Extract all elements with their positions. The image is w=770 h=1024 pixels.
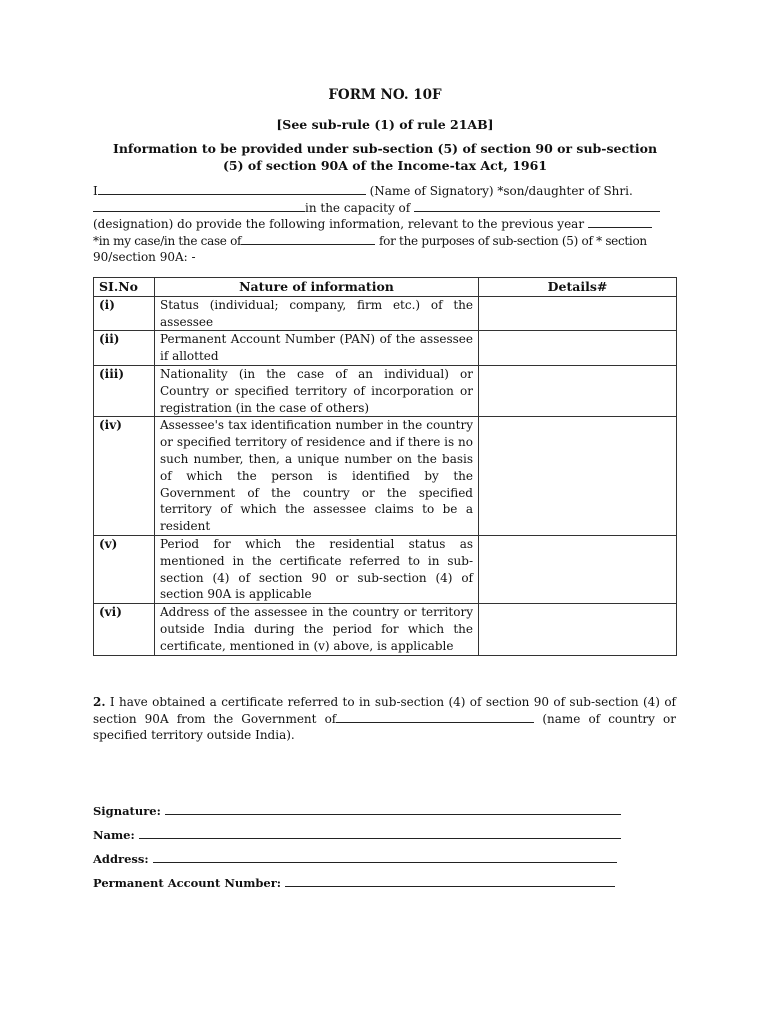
row-nature: Assessee's tax identification number in the country or specified territory of residence and if there is no such number, then, a unique number on the basis of which the person is identified by the Government of the country or the specified territory of which the assessee claims to be a resident [155, 417, 479, 536]
table-row [94, 417, 677, 536]
form-title: FORM NO. 10F [328, 87, 442, 103]
header-nature: Nature of information [155, 278, 479, 297]
pan-label: Permanent Account Number: [93, 876, 282, 890]
capacity-blank[interactable] [414, 200, 660, 212]
row-details[interactable] [479, 296, 677, 331]
table-row [94, 535, 677, 603]
row-nature: Nationality (in the case of an individual) or Country or specified territory of incorporation or registration (in the case of others) [155, 365, 479, 416]
certificate-paragraph [93, 694, 676, 744]
address-row [93, 852, 617, 866]
case-of-blank[interactable] [241, 233, 375, 245]
row-sl: (iv) [94, 417, 155, 536]
intro-in-my-case: *in my case/in the case of [93, 233, 242, 248]
row-nature: Permanent Account Number (PAN) of the assessee if allotted [155, 331, 479, 366]
table-row [94, 604, 677, 655]
intro-i: I [93, 184, 98, 198]
father-name-blank[interactable] [93, 200, 305, 212]
row-details[interactable] [479, 417, 677, 536]
heading-line-2: (5) of section 90A of the Income-tax Act, 1961 [222, 158, 548, 173]
table-header-row [94, 278, 677, 297]
row-sl: (i) [94, 296, 155, 331]
intro-designation: (designation) do provide the following information, relevant to the previous year [93, 217, 585, 231]
name-row [93, 828, 621, 842]
country-blank[interactable] [336, 711, 534, 723]
signature-line[interactable] [165, 804, 621, 815]
row-details[interactable] [479, 604, 677, 655]
table-row [94, 331, 677, 366]
pan-row [93, 876, 615, 890]
intro-purposes: for the purposes of sub-section (5) of * section [379, 233, 647, 248]
header-details: Details# [479, 278, 677, 297]
name-label: Name: [93, 828, 135, 842]
para2-text-a: I have obtained a certificate referred to in sub-section (4) of section 90 of sub-section (4) of section 90A from the Government of [93, 695, 676, 726]
row-details[interactable] [479, 365, 677, 416]
address-label: Address: [93, 852, 149, 866]
row-nature: Address of the assessee in the country or territory outside India during the period for which the certificate, mentioned in (v) above, is applicable [155, 604, 479, 655]
information-table [93, 277, 677, 656]
intro-section-ref: 90/section 90A: - [93, 250, 196, 264]
signature-label: Signature: [93, 804, 161, 818]
row-details[interactable] [479, 535, 677, 603]
row-sl: (vi) [94, 604, 155, 655]
pan-line[interactable] [285, 876, 615, 887]
form-heading [95, 140, 675, 174]
previous-year-blank[interactable] [588, 216, 652, 228]
name-line[interactable] [139, 828, 621, 839]
header-sl-no: SI.No [94, 278, 155, 297]
row-details[interactable] [479, 331, 677, 366]
intro-capacity: in the capacity of [305, 200, 411, 215]
para2-text-b: (name of country or specified territory outside India). [93, 711, 676, 742]
row-sl: (iii) [94, 365, 155, 416]
intro-name-of-signatory: (Name of Signatory) *son/daughter of Shri. [369, 184, 633, 198]
heading-line-1: Information to be provided under sub-section (5) of section 90 or sub-section [112, 141, 658, 156]
para2-number: 2. [93, 695, 106, 709]
row-sl: (ii) [94, 331, 155, 366]
declaration-intro [93, 183, 676, 266]
signature-row [93, 804, 621, 818]
table-row [94, 296, 677, 331]
address-line[interactable] [153, 852, 617, 863]
row-sl: (v) [94, 535, 155, 603]
signatory-name-blank[interactable] [98, 183, 366, 195]
table-row [94, 365, 677, 416]
row-nature: Status (individual; company, firm etc.) of the assessee [155, 296, 479, 331]
row-nature: Period for which the residential status as mentioned in the certificate referred to in sub-section (4) of section 90 or sub-section (4) of section 90A is applicable [155, 535, 479, 603]
rule-reference: [See sub-rule (1) of rule 21AB] [276, 117, 494, 132]
